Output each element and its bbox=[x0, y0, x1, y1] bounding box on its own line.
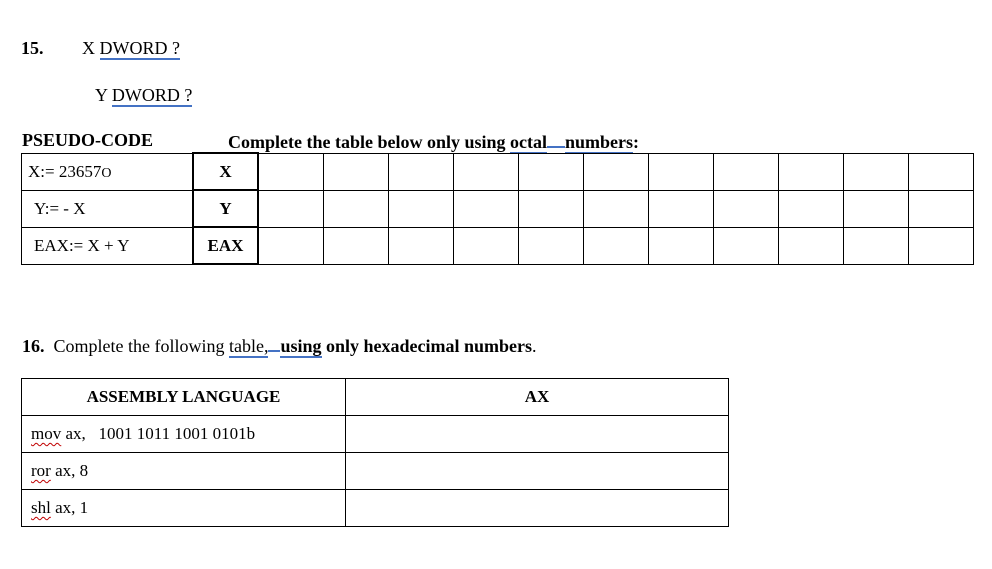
table-row bbox=[22, 190, 974, 227]
answer-cell[interactable] bbox=[258, 153, 324, 190]
pseudo-code-cell bbox=[22, 153, 194, 190]
answer-cell[interactable] bbox=[258, 190, 324, 227]
answer-cell[interactable] bbox=[844, 153, 909, 190]
answer-cell[interactable] bbox=[389, 227, 454, 264]
answer-cell[interactable] bbox=[714, 190, 779, 227]
pseudo-code-heading: PSEUDO-CODE bbox=[22, 130, 154, 150]
hex-table bbox=[21, 378, 729, 527]
answer-cell[interactable] bbox=[779, 153, 844, 190]
answer-cell[interactable] bbox=[844, 190, 909, 227]
q16-instruction-using: using bbox=[280, 336, 322, 356]
q16-instruction-post: only hexadecimal numbers bbox=[321, 336, 533, 356]
q16-instruction-gap bbox=[268, 334, 280, 352]
answer-cell[interactable] bbox=[519, 190, 584, 227]
y-decl-name: Y bbox=[95, 85, 108, 105]
assembly-cell bbox=[22, 416, 346, 453]
octal-suffix: O bbox=[101, 165, 112, 181]
answer-cell[interactable] bbox=[324, 190, 389, 227]
mnemonic: ror bbox=[31, 461, 51, 480]
answer-cell[interactable] bbox=[389, 153, 454, 190]
table-row bbox=[22, 153, 974, 190]
q15-instruction-numbers: numbers bbox=[565, 132, 634, 152]
answer-cell[interactable] bbox=[779, 190, 844, 227]
answer-cell[interactable] bbox=[454, 190, 519, 227]
answer-cell[interactable] bbox=[584, 227, 649, 264]
answer-cell[interactable] bbox=[844, 227, 909, 264]
q15-instruction bbox=[228, 130, 639, 153]
table-row bbox=[22, 490, 729, 527]
table-row bbox=[22, 416, 729, 453]
answer-cell[interactable] bbox=[519, 227, 584, 264]
answer-cell[interactable] bbox=[714, 153, 779, 190]
answer-cell[interactable] bbox=[324, 227, 389, 264]
answer-cell[interactable] bbox=[584, 153, 649, 190]
x-decl-name: X bbox=[82, 38, 95, 58]
q16-instruction-table: table, bbox=[228, 336, 269, 356]
question-16-number: 16. bbox=[22, 336, 45, 356]
answer-cell[interactable] bbox=[258, 227, 324, 264]
variable-cell: X bbox=[193, 153, 258, 190]
q15-instruction-octal: octal bbox=[510, 132, 547, 152]
table-row bbox=[22, 453, 729, 490]
variable-cell: EAX bbox=[193, 227, 258, 264]
operands: ax, 8 bbox=[50, 461, 89, 480]
mnemonic: shl bbox=[31, 498, 51, 517]
mnemonic: mov bbox=[31, 424, 62, 443]
ax-answer-cell[interactable] bbox=[346, 490, 729, 527]
answer-cell[interactable] bbox=[389, 190, 454, 227]
y-decl-type: DWORD ? bbox=[111, 85, 193, 105]
table-header-row bbox=[22, 379, 729, 416]
octal-table bbox=[21, 152, 974, 265]
answer-cell[interactable] bbox=[584, 190, 649, 227]
answer-cell[interactable] bbox=[454, 153, 519, 190]
answer-cell[interactable] bbox=[324, 153, 389, 190]
question-15-number: 15. bbox=[21, 38, 44, 58]
answer-cell[interactable] bbox=[909, 190, 974, 227]
answer-cell[interactable] bbox=[909, 153, 974, 190]
q16-instruction bbox=[22, 334, 537, 357]
header-ax: AX bbox=[346, 379, 729, 416]
assembly-cell bbox=[22, 490, 346, 527]
q15-instruction-gap bbox=[547, 130, 565, 148]
q15-instruction-colon: : bbox=[633, 132, 640, 152]
answer-cell[interactable] bbox=[714, 227, 779, 264]
answer-cell[interactable] bbox=[779, 227, 844, 264]
x-decl-type: DWORD ? bbox=[99, 38, 180, 58]
table-row bbox=[22, 227, 974, 264]
answer-cell[interactable] bbox=[649, 227, 714, 264]
operands: ax, 1001 1011 1001 0101b bbox=[61, 424, 256, 443]
ax-answer-cell[interactable] bbox=[346, 416, 729, 453]
answer-cell[interactable] bbox=[909, 227, 974, 264]
ax-answer-cell[interactable] bbox=[346, 453, 729, 490]
q15-instruction-pre: Complete the table below only using bbox=[228, 132, 511, 152]
q16-instruction-pre: Complete the following bbox=[53, 336, 229, 356]
answer-cell[interactable] bbox=[649, 190, 714, 227]
operands: ax, 1 bbox=[50, 498, 89, 517]
answer-cell[interactable] bbox=[519, 153, 584, 190]
y-declaration bbox=[95, 85, 192, 106]
pseudo-code-cell: Y:= - X bbox=[22, 190, 194, 227]
header-assembly-language: ASSEMBLY LANGUAGE bbox=[22, 379, 346, 416]
pseudo-code-text: X:= 23657 bbox=[28, 161, 102, 181]
answer-cell[interactable] bbox=[649, 153, 714, 190]
answer-cell[interactable] bbox=[454, 227, 519, 264]
variable-cell: Y bbox=[193, 190, 258, 227]
pseudo-code-cell: EAX:= X + Y bbox=[22, 227, 194, 264]
assembly-cell bbox=[22, 453, 346, 490]
q16-instruction-period: . bbox=[532, 336, 537, 356]
x-declaration bbox=[82, 38, 180, 59]
